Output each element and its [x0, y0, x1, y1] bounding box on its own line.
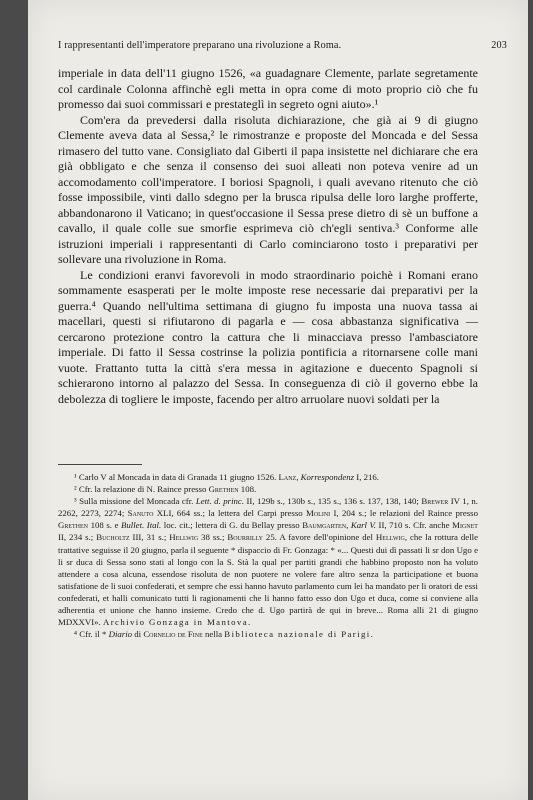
fn3-end: .	[248, 617, 251, 628]
fn4-a: ⁴ Cfr. il *	[74, 629, 109, 640]
fn3-z: Hellwig	[375, 532, 405, 543]
fn1-ref: I, 216.	[354, 472, 379, 482]
fn3-p: Karl V.	[350, 520, 376, 531]
fn3-x: Bourrilly	[227, 532, 263, 543]
paragraph-1: imperiale in data dell'11 giugno 1526, «a guadagnare Clemente, parlate segretamente col cardinale Colonna affinchè egli metta in opra come di moto proprio ciò che fu promesso dai suoi commissari e prestateglì in segreto ogni aiuto».¹	[58, 66, 478, 111]
fn1-text: ¹ Carlo V al Moncada in data di Granada 11 giugno 1526.	[74, 472, 279, 482]
footnote-4	[58, 628, 478, 640]
fn3-e: IV 1, n. 2262, 2273, 2274;	[58, 496, 478, 519]
fn3-t: Bucholtz	[96, 532, 130, 543]
paragraph-2: Com'era da prevedersi dalla risoluta dichiarazione, che già ai 9 di giugno Clemente aveva data al Sessa,² le rimostranze e proposte del Moncada e del Sessa rimasero del tutto vane. Consigliato dal Giberti il papa insistette nel dichiarare che era già obbligato e che senza il consenso dei suoi alleati non poteva venire ad un accomodamento coll'imperatore. I boriosi Spagnoli, i quali avevano ritenuto che ciò fosse impossibile, vinti dallo sdegno per la brusca ripulsa delle loro larghe profferte, abbandonarono il Vaticano; in quest'occasione il Sessa prese dietro di sè un buffone a cavallo, il quale colle sue smorfie esprimeva ciò ch'egli sentiva.³ Conforme alle istruzioni imperiali i rappresentanti di Carlo cominciarono tosto i preparativi per sollevare una rivoluzione in Roma.	[58, 112, 478, 266]
fn3-q: II, 710 s. Cfr. anche	[375, 520, 453, 531]
running-title: I rappresentanti dell'imperatore preparano una rivoluzione a Roma.	[58, 40, 342, 51]
fn3-g: XLI, 664 ss.; la lettera del Carpi presso	[153, 508, 307, 519]
fn3-i: I, 204 s.; le relazioni del Raince presso	[330, 508, 478, 519]
fn2-author: Grethen	[208, 484, 239, 495]
fn3-y: 25. A favore dell'opinione del	[262, 532, 376, 543]
page-number: 203	[491, 40, 507, 51]
fn4-c: di	[132, 629, 144, 640]
fn3-f: Sanuto	[127, 508, 154, 519]
fn3-d: Brewer	[421, 496, 449, 507]
footnote-rule	[58, 464, 142, 465]
fn3-c: II, 129b s., 130b s., 135 s., 136 s. 137, 138, 140;	[244, 496, 422, 507]
fn4-b: Diario	[108, 629, 133, 640]
paragraph-3: Le condizioni eranvi favorevoli in modo straordinario poichè i Romani erano sommamente esasperati per le molte imposte rese necessarie dai preparativi per la guerra.⁴ Quando nell'ultima settimana di giugno fu imposta una nuova tassa ai macellari, questi si rifiutarono di pagarla e — cosa abbastanza significativa — cercarono protezione contro la cattura che li minacciava presso l'ambasciatore imperiale. Di fatto il Sessa costrinse la polizia pontificia a ritornarsene colle mani vuote. Frattanto tutta la città s'era messa in agitazione e duecento Spagnoli si schierarono intorno al palazzo del Sessa. In conseguenza di ciò il governo ebbe la debolezza di togliere le imposte, facendo per altro arruolare nuovi soldati per la	[58, 267, 478, 406]
fn3-b: Lett. d. princ.	[195, 496, 245, 507]
fn1-title: Korrespondenz	[300, 472, 355, 482]
running-head	[58, 40, 507, 51]
fn3-a: ³ Sulla missione del Moncada cfr.	[74, 496, 196, 507]
fn3-u: III, 31 s.;	[129, 532, 170, 543]
fn1-author: Lanz	[278, 472, 297, 482]
fn3-l: Bullet. Ital.	[121, 520, 162, 531]
fn3-archive: Archivio Gonzaga in Mantova	[102, 617, 249, 628]
fn3-h: Molini	[306, 508, 331, 519]
footnote-1	[58, 471, 478, 483]
fn3-quote: , che la rottura delle trattative seguisse il 20 giugno, parla il seguente * dispaccio di Fr. Gonzaga: * «... Questi dui dì passati li sr don Ugo e li sr duca di Sessa sono stati al longo con la S. Stà la qual per partiti grandi che habbino proposto non ha voluto attendere a cosa alcuna, essendose risoluta de non puotere ne volere fare altro senza la participatione et buona satisfatione de li suoi confederati, et sempre che essi hanno havuto parlamento cum lei ha mandato per li oratori de essi confederati, et halli comunicato tutti li ragionamenti che li hanno fatto esso don Ugo et duca, come si conviene alla adherentia et unione che hanno insieme. Credo che d. Ugo partirà de qui in breve... Roma alli 21 di giugno MDXXVI».	[58, 532, 478, 628]
fn3-m: loc. cit.; lettera di G. du Bellay presso	[161, 520, 303, 531]
fn3-w: 38 ss.;	[198, 532, 228, 543]
fn3-j: Grethen	[58, 520, 89, 531]
fn3-n: Baumgarten	[302, 520, 347, 531]
fn4-library: Biblioteca nazionale di Parigi	[224, 629, 371, 640]
footnotes	[58, 471, 478, 640]
fn3-k: 108 s. e	[88, 520, 121, 531]
footnote-2	[58, 483, 478, 495]
fn4-end: .	[370, 629, 373, 640]
fn3-r: Mignet	[452, 520, 478, 531]
fn2-text: ² Cfr. la relazione di N. Raince presso	[74, 484, 209, 495]
fn2-ref: 108.	[238, 484, 257, 495]
fn3-s: II, 234 s.;	[58, 532, 97, 543]
fn3-v: Hellwig	[169, 532, 199, 543]
main-text	[58, 66, 478, 407]
fn4-d: Cornelio de Fine	[143, 629, 203, 640]
fn4-e: nella	[202, 629, 225, 640]
footnote-3	[58, 495, 478, 628]
fn1-sep: ,	[296, 472, 301, 482]
fn3-o: ,	[346, 520, 351, 531]
